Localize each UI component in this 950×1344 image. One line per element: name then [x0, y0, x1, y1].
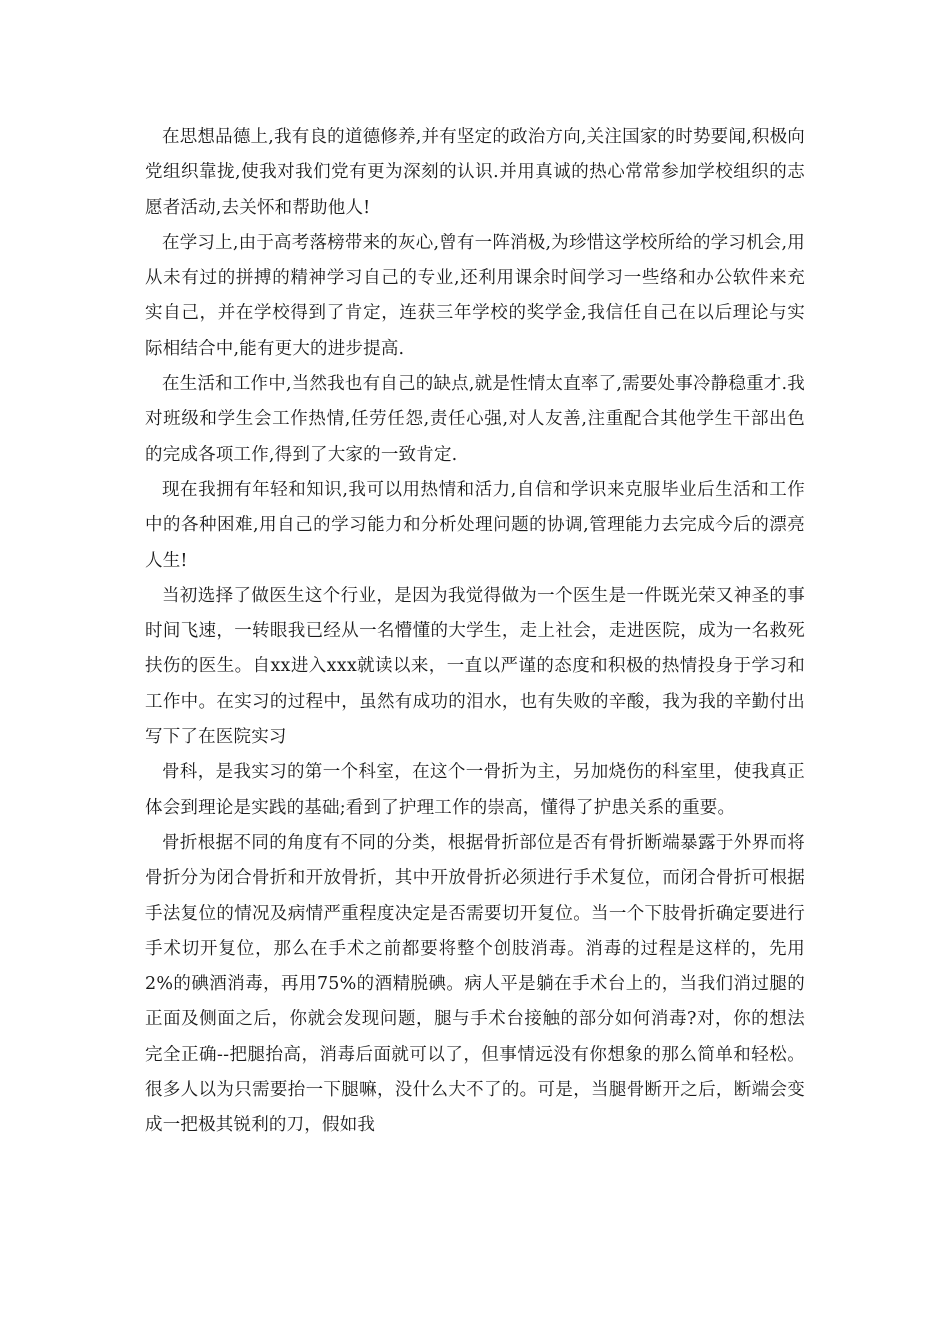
- document-body: [145, 120, 805, 1144]
- paragraph-life-work: 在生活和工作中,当然我也有自己的缺点,就是性情太直率了,需要处事冷静稳重才.我对班级和学生会工作热情,任劳任怨,责任心强,对人友善,注重配合其他学生干部出色的完成各项工作,得到了大家的一致肯定.: [145, 374, 805, 465]
- paragraph-fracture: 骨折根据不同的角度有不同的分类，根据骨折部位是否有骨折断端暴露于外界而将骨折分为闭合骨折和开放骨折，其中开放骨折必须进行手术复位，而闭合骨折可根据手法复位的情况及病情严重程度决定是否需要切开复位。当一个下肢骨折确定要进行手术切开复位，那么在手术之前都要将整个创肢消毒。消毒的过程是这样的，先用2%的碘酒消毒，再用75%的酒精脱碘。病人平是躺在手术台上的，当我们消过腿的正面及侧面之后，你就会发现问题，腿与手术台接触的部分如何消毒?对，你的想法完全正确--把腿抬高，消毒后面就可以了，但事情远没有你想象的那么简单和轻松。很多人以为只需要抬一下腿嘛，没什么大不了的。可是，当腿骨断开之后，断端会变成一把极其锐利的刀，假如我: [145, 832, 805, 1136]
- paragraph-orthopedics: 骨科，是我实习的第一个科室，在这个一骨折为主，另加烧伤的科室里，使我真正体会到理论是实践的基础;看到了护理工作的崇高，懂得了护患关系的重要。: [145, 762, 805, 818]
- paragraph-study: 在学习上,由于高考落榜带来的灰心,曾有一阵消极,为珍惜这学校所给的学习机会,用从未有过的拼搏的精神学习自己的专业,还利用课余时间学习一些络和办公软件来充实自己，并在学校得到了肯定，连获三年学校的奖学金,我信任自己在以后理论与实际相结合中,能有更大的进步提高.: [145, 232, 805, 359]
- paragraph-moral: 在思想品德上,我有良的道德修养,并有坚定的政治方向,关注国家的时势要闻,积极向党组织靠拢,使我对我们党有更为深刻的认识.并用真诚的热心常常参加学校组织的志愿者活动,去关怀和帮助他人!: [145, 127, 805, 218]
- paragraph-doctor-choice: 当初选择了做医生这个行业，是因为我觉得做为一个医生是一件既光荣又神圣的事时间飞速，一转眼我已经从一名懵懂的大学生，走上社会，走进医院，成为一名救死扶伤的医生。自xx进入xxx就读以来，一直以严谨的态度和积极的热情投身于学习和工作中。在实习的过程中，虽然有成功的泪水，也有失败的辛酸，我为我的辛勤付出写下了在医院实习: [145, 585, 805, 748]
- paragraph-future: 现在我拥有年轻和知识,我可以用热情和活力,自信和学识来克服毕业后生活和工作中的各种困难,用自己的学习能力和分析处理问题的协调,管理能力去完成今后的漂亮人生!: [145, 479, 805, 571]
